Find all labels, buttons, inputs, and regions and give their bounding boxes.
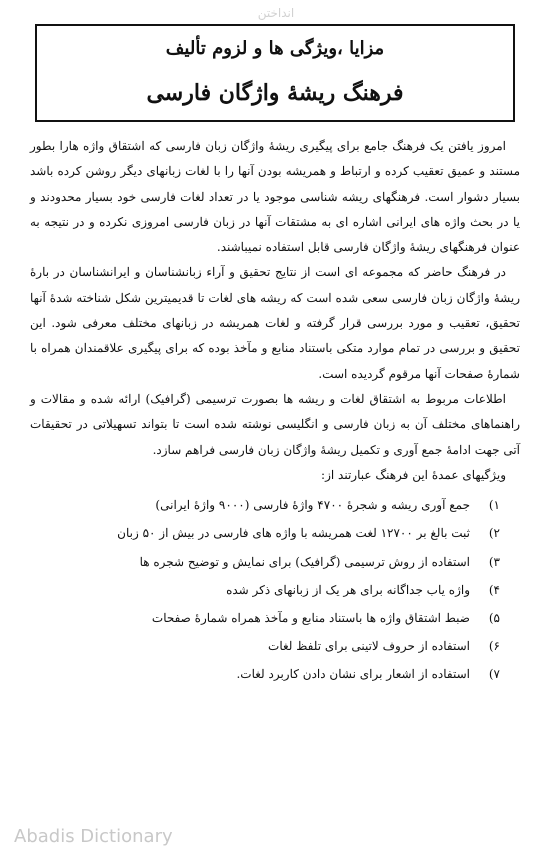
paragraph-3: اطلاعات مربوط به اشتقاق لغات و ریشه ها بصورت ترسیمی (گرافیک) ارائه شده و مقالات و راهنماهای مختلف آن به زبان فارسی و انگلیسی نوشته شده است تا بتواند تسهیلاتی در تحقیقات آتی جهت ادامهٔ جمع آوری و تکمیل ریشهٔ واژگان زبان فارسی فراهم سازد. [30, 391, 520, 457]
list-item-number: ۱) [488, 498, 500, 513]
title-line-1: مزایا ،ویژگی ها و لزوم تألیف [165, 38, 385, 59]
list-item-number: ۳) [488, 554, 500, 569]
list-item-text: ضبط اشتقاق واژه ها باستناد منابع و مآخذ همراه شمارهٔ صفحات [151, 610, 470, 625]
list-item-text: واژه یاب جداگانه برای هر یک از زبانهای ذکر شده [226, 582, 470, 597]
features-intro: ویژگیهای عمدهٔ این فرهنگ عبارتند از: [321, 467, 506, 482]
list-item-text: استفاده از روش ترسیمی (گرافیک) برای نمایش و توضیح شجره ها [139, 554, 470, 569]
list-item-text: استفاده از اشعار برای نشان دادن کاربرد لغات. [236, 667, 470, 682]
list-item [30, 576, 502, 604]
list-item-number: ۴) [488, 582, 500, 597]
list-item [30, 604, 502, 632]
title-line-2: فرهنگ ریشهٔ واژگان فارسی [146, 80, 404, 106]
watermark-top: انداختن [257, 6, 295, 20]
list-item-text: جمع آوری ریشه و شجرهٔ ۴۷۰۰ واژهٔ فارسی (۹۰۰۰ واژهٔ ایرانی) [155, 498, 470, 513]
list-item [30, 660, 502, 688]
list-item-number: ۶) [488, 639, 500, 654]
list-item-text: استفاده از حروف لاتینی برای تلفظ لغات [268, 639, 470, 654]
features-list [30, 491, 520, 688]
watermark-bottom: Abadis Dictionary [14, 826, 173, 847]
title-box [35, 24, 515, 122]
paragraph-1: امروز یافتن یک فرهنگ جامع برای پیگیری ریشهٔ واژگان زبان فارسی که اشتقاق واژه هارا بطور مستند و عمیق تعقیب کرده و ارتباط و همریشه بودن آنها را با لغات زبانهای دیگر روشن کرده باشد بسیار دشوار است. فرهنگهای ریشه شناسی موجود یا در تعداد لغات فارسی خود بسیار محدودند و یا در بحث واژه های ایرانی اشاره ای به مشتقات آنها در زبان فارسی امروزی نکرده و در نتیجه به عنوان فرهنگهای ریشهٔ واژگان فارسی قابل استفاده نمیباشند. [30, 139, 520, 255]
paragraph-2: در فرهنگ حاضر که مجموعه ای است از نتایج تحقیق و آراء زبانشناسان و ایرانشناسان در بارهٔ ریشهٔ واژگان زبان فارسی سعی شده است که ریشه های لغات تا قدیمیترین شکل شناخته شدهٔ آنها تحقیق، تعقیب و مورد بررسی قرار گرفته و لغات همریشه در زبانهای مختلف معرفی شود. این تحقیق و بررسی در تمام موارد متکی باستناد منابع و مآخذ بوده که برای پیگیری علاقمندان همراه با شمارهٔ صفحات آنها مرقوم گردیده است. [30, 265, 520, 381]
list-item-number: ۲) [488, 526, 500, 541]
list-item [30, 491, 502, 519]
list-item-number: ۷) [488, 667, 500, 682]
list-item-text: ثبت بالغ بر ۱۲۷۰۰ لغت همریشه با واژه های فارسی در بیش از ۵۰ زبان [117, 526, 470, 541]
list-item [30, 548, 502, 576]
list-item [30, 519, 502, 547]
body-text [30, 134, 520, 689]
list-item [30, 632, 502, 660]
list-item-number: ۵) [488, 610, 500, 625]
